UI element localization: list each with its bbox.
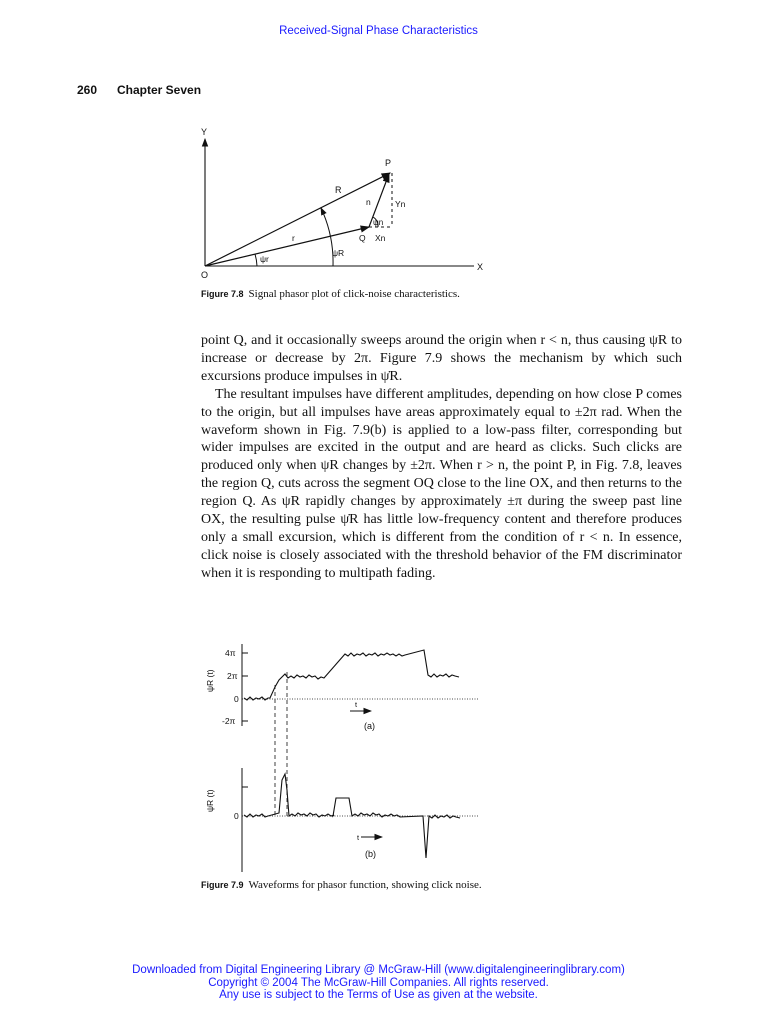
body-paragraph-1: point Q, and it occasionally sweeps around the origin when r < n, thus causing ψR to increase or decrease by 2π. Figure 7.9 shows the mechanism by which such excursions produce impulses in ψ̇R. (201, 333, 682, 384)
figure-7-8-label: Figure 7.8 (201, 289, 244, 299)
time-label-top: t (355, 700, 358, 709)
chapter-title: Chapter Seven (117, 83, 202, 97)
axis-label-psi-r-dot: ψ̇R (t) (205, 789, 215, 812)
running-title: Received-Signal Phase Characteristics (279, 25, 478, 37)
figure-7-8-diagram (195, 125, 495, 285)
label-origin: O (201, 270, 209, 280)
label-x-n: Xn (375, 233, 386, 243)
tick-label-2pi: 2π (227, 671, 238, 681)
label-psi-r: ψr (260, 254, 269, 264)
phasor-r-small (205, 227, 369, 266)
label-n: n (366, 197, 371, 207)
waveform-psi-r (244, 650, 459, 700)
label-psi-big-r: ψR (332, 248, 345, 258)
body-text (201, 332, 682, 583)
label-r-big: R (335, 185, 342, 195)
figure-7-8-caption-text: Signal phasor plot of click-noise characteristics. (248, 288, 460, 300)
angle-arc-psi-r (255, 254, 257, 266)
tick-label-4pi: 4π (225, 648, 236, 658)
label-x-axis: X (477, 262, 484, 272)
panel-label-b: (b) (365, 849, 376, 859)
phasor-r-big (205, 173, 390, 266)
label-y-axis: Y (201, 127, 208, 137)
figure-7-9-caption-text: Waveforms for phasor function, showing click noise. (248, 879, 482, 891)
body-paragraph-2: The resultant impulses have different amplitudes, depending on how close P comes to the origin, but all impulses have areas approximately equal to ±2π rad. When the waveform shown in Fig. 7.9(b) is applied to a low-pass filter, corresponding but wider impulses are excited in the output and are heard as clicks. Such clicks are produced only when ψR changes by ±2π. When r > n, the point P, in Fig. 7.8, leaves the region Q, cuts across the segment OQ close to the line OX, and then returns to the region Q. As ψR rapidly changes by approximately ±π during the sweep past line OX, the resulting pulse ψ̇R has little low-frequency content and therefore produces only a small excursion, which is different from the condition of r < n. In essence, click noise is closely associated with the threshold behavior of the FM discriminator when it is responding to multipath fading. (201, 386, 682, 581)
figure-7-9-label: Figure 7.9 (201, 880, 244, 890)
footer (0, 964, 757, 1002)
page-number: 260 (77, 83, 98, 97)
label-r-small: r (292, 233, 295, 243)
footer-terms: Any use is subject to the Terms of Use as given at the website. (219, 989, 538, 1001)
footer-copyright: Copyright © 2004 The McGraw-Hill Companies. All rights reserved. (208, 976, 549, 989)
label-psi-n: ψn (373, 218, 384, 227)
footer-download-link[interactable]: Downloaded from Digital Engineering Library @ McGraw-Hill (www.digitalengineeringlibrary.com) (132, 964, 625, 976)
time-label-bottom: t (357, 833, 360, 842)
tick-label-0-bottom: 0 (234, 811, 239, 821)
panel-label-a: (a) (364, 721, 375, 731)
axis-label-psi-r: ψR (t) (205, 669, 215, 692)
figure-7-8-caption (201, 288, 491, 301)
label-point-q: Q (359, 233, 366, 243)
tick-label-0-top: 0 (234, 694, 239, 704)
label-point-p: P (385, 158, 392, 168)
tick-label-neg-2pi: -2π (222, 716, 236, 726)
figure-7-9-caption (201, 879, 491, 892)
figure-7-9-diagram (195, 640, 495, 880)
label-y-n: Yn (395, 199, 406, 209)
